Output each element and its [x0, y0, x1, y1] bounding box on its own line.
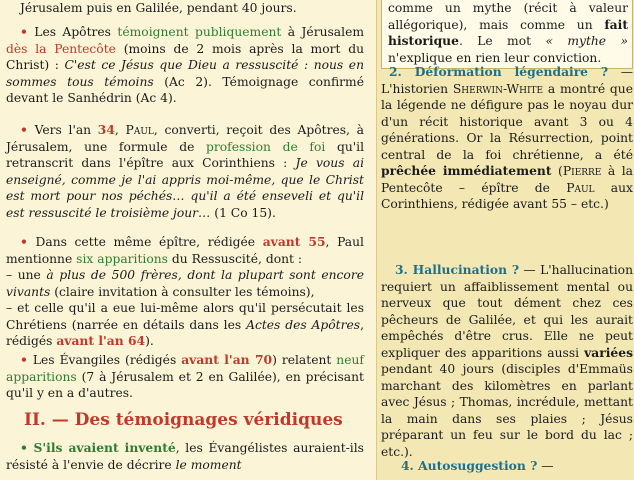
- myth-box: comme un mythe (récit à valeur allégorique), mais comme un fait historique. Le mot « mythe » n'explique en rien leur conviction.: [381, 0, 633, 69]
- section-heading: II. — Des témoignages véridiques: [24, 410, 343, 430]
- bullet-icon: •: [20, 440, 28, 455]
- paragraph-apostles: • Les Apôtres témoignent publiquement à Jérusalem dès la Pentecôte (moins de 2 mois après la mort du Christ) : C'est ce Jésus que Dieu a ressuscité : nous en sommes tous témoins (Ac 2). Témoignage confirmé devant le Sanhédrin (Ac 4).: [6, 24, 365, 105]
- paragraph-epistle: • Dans cette même épître, rédigée avant 55, Paul mentionne six apparitions du Ressuscité, dont : – une à plus de 500 frères, dont la plupart sont encore vivants (claire invitation à consulter les témoins), – et celle qu'il a eue lui-même alors qu'il persécutait les Chrétiens (narrée en détails dans les Actes des Apôtres, rédigés avant l'an 64).: [6, 234, 364, 348]
- section-autosuggestion: 4. Autosuggestion ? —: [401, 458, 554, 473]
- right-column: [376, 0, 634, 480]
- paragraph-0: Jérusalem puis en Galilée, pendant 40 jours.: [20, 1, 297, 15]
- section-title: 3. Hallucination ?: [395, 262, 520, 277]
- paragraph-paul: • Vers l'an 34, Paul, converti, reçoit des Apôtres, à Jérusalem, une formule de profession de foi qu'il retranscrit dans l'épître aux Corinthiens : Je vous ai enseigné, comme je l'ai appris moi-même, que le Christ est mort pour nos péchés… qu'il a été enseveli et qu'il est ressuscité le troisième jour… (1 Co 15).: [6, 122, 364, 220]
- section-hallucination: 3. Hallucination ? — L'hallucination requiert un affaiblissement mental ou nerveux que tout dément chez ces pêcheurs de Galilée, et qui les aurait empêchés d'être crus. Elle ne peut expliquer des apparitions aussi variées pendant 40 jours (disciples d'Emmaüs marchant des kilomètres en parlant avec Jésus ; Thomas, incrédule, mettant la main dans ses plaies ; Jésus préparant un feu sur le bord du lac ; etc.).: [381, 262, 633, 459]
- section-legend: 2. Déformation légendaire ? — L'historien Sherwin-White a montré que la légende ne défigure pas le noyau dur d'un récit historique avant 3 ou 4 générations. Or la Résurrection, point central de la foi chrétienne, a été prêchée immédiatement (Pierre à la Pentecôte – épître de Paul aux Corinthiens, rédigée avant 55 – etc.): [381, 64, 633, 211]
- bullet-icon: •: [20, 352, 28, 367]
- section-title: 2. Déformation légendaire ?: [389, 64, 609, 79]
- section-title: 4. Autosuggestion ?: [401, 458, 538, 473]
- paragraph-invented: • S'ils avaient inventé, les Évangélistes auraient-ils résisté à l'envie de décrire le moment: [6, 440, 364, 472]
- bullet-icon: •: [20, 122, 28, 137]
- bullet-icon: •: [20, 24, 28, 39]
- bullet-icon: •: [20, 234, 28, 249]
- paragraph-gospels: • Les Évangiles (rédigés avant l'an 70) relatent neuf apparitions (7 à Jérusalem et 2 en Galilée), en précisant qu'il y en a d'autres.: [6, 352, 364, 400]
